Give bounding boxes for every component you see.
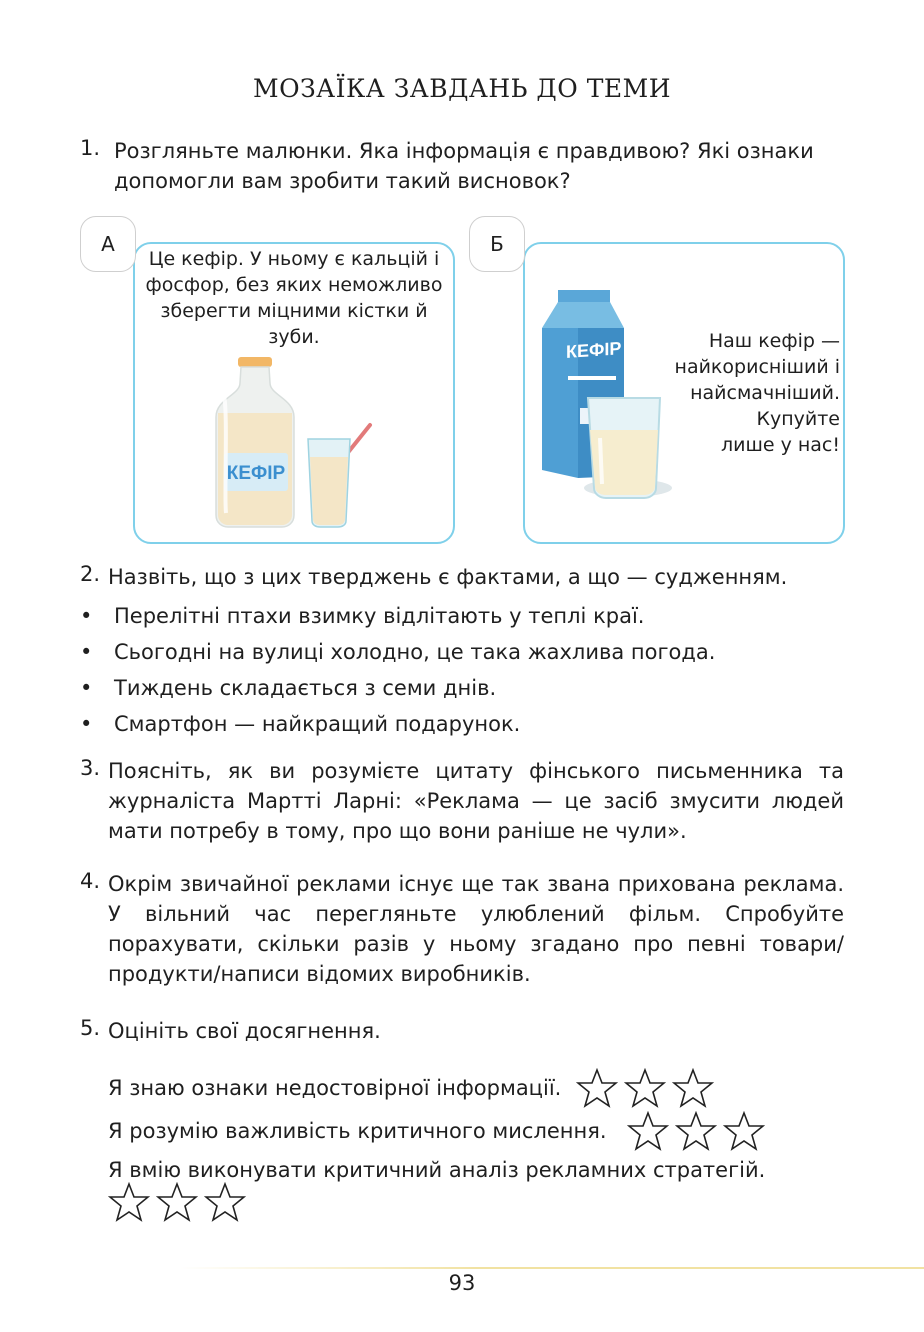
star-outline-icon[interactable] [675,1111,717,1151]
card-a-caption: Це кефір. У ньому є кальцій і фосфор, без яких неможливо зберегти міцними кістки й зуби. [145,248,443,348]
star-outline-icon[interactable] [672,1068,714,1108]
star-outline-icon[interactable] [624,1068,666,1108]
footer-divider [180,1267,924,1269]
star-outline-icon[interactable] [156,1182,198,1222]
question-text: Оцініть свої досягнення. [108,1019,381,1043]
list-item [80,636,860,672]
caption-line: найсмачніший. [690,382,840,404]
statement-list [80,600,860,744]
caption-line: Наш кефір — [708,330,840,352]
question-text: Окрім звичайної реклами існує ще так звана прихована реклама. У вільний час перегляньте улюблений фільм. Спробуйте порахувати, скільки разів у ньому згадано про певні товари/продукти/написи відомих виробників. [108,872,844,986]
achievement-text: Я розумію важливість критичного мислення. [108,1119,607,1143]
bullet: • [80,676,93,700]
list-item-text: Тиждень складається з семи днів. [114,676,497,700]
achievement-text: Я знаю ознаки недостовірної інформації. [108,1076,562,1100]
carton-top [558,290,610,302]
list-item [80,708,860,744]
star-rating[interactable] [576,1068,714,1108]
bullet: • [80,640,93,664]
question-text: Назвіть, що з цих тверджень є фактами, а що — судженням. [108,565,788,589]
caption-line: Купуйте [756,408,840,430]
card-b-tag: Б [469,216,525,272]
star-rating[interactable] [108,1182,246,1222]
question-number: 5. [80,1016,101,1040]
bottle-label-text: КЕФІР [226,463,286,484]
page-number: 93 [448,1271,476,1295]
kefir-carton-illustration [538,288,678,508]
star-outline-icon[interactable] [576,1068,618,1108]
list-item [80,600,860,636]
caption-line: лише у нас! [720,434,840,456]
list-item [80,672,860,708]
carton-stripe [568,376,616,380]
star-outline-icon[interactable] [723,1111,765,1151]
caption-line: найкорисніший і [674,356,840,378]
achievement-text: Я вмію виконувати критичний аналіз рекламних стратегій. [108,1158,766,1182]
achievement-row [108,1068,714,1108]
carton-label-text: КЕФІР [566,338,622,363]
bullet: • [80,604,93,628]
question-number: 1. [80,136,101,160]
bullet: • [80,712,93,736]
question-number: 4. [80,869,101,893]
card-a-tag: А [80,216,136,272]
list-item-text: Перелітні птахи взимку відлітають у теплі краї. [114,604,645,628]
question-number: 3. [80,756,101,780]
list-item-text: Смартфон — найкращий подарунок. [114,712,521,736]
star-outline-icon[interactable] [627,1111,669,1151]
question-text: Поясніть, як ви розумієте цитату фінського письменника та журналіста Мартті Ларні: «Реклама — це засіб змусити людей мати потребу в тому, про що вони раніше не чули». [108,759,844,843]
achievement-row [108,1111,765,1151]
bottle-cap [238,357,272,367]
question-number: 2. [80,562,101,586]
star-rating[interactable] [627,1111,765,1151]
page-title: МОЗАЇКА ЗАВДАНЬ ДО ТЕМИ [252,74,672,103]
list-item-text: Сьогодні на вулиці холодно, це така жахлива погода. [114,640,716,664]
star-outline-icon[interactable] [108,1182,150,1222]
star-outline-icon[interactable] [204,1182,246,1222]
kefir-bottle-illustration [210,355,390,530]
question-text: Розгляньте малюнки. Яка інформація є правдивою? Які ознаки допомогли вам зробити такий висновок? [114,139,814,193]
